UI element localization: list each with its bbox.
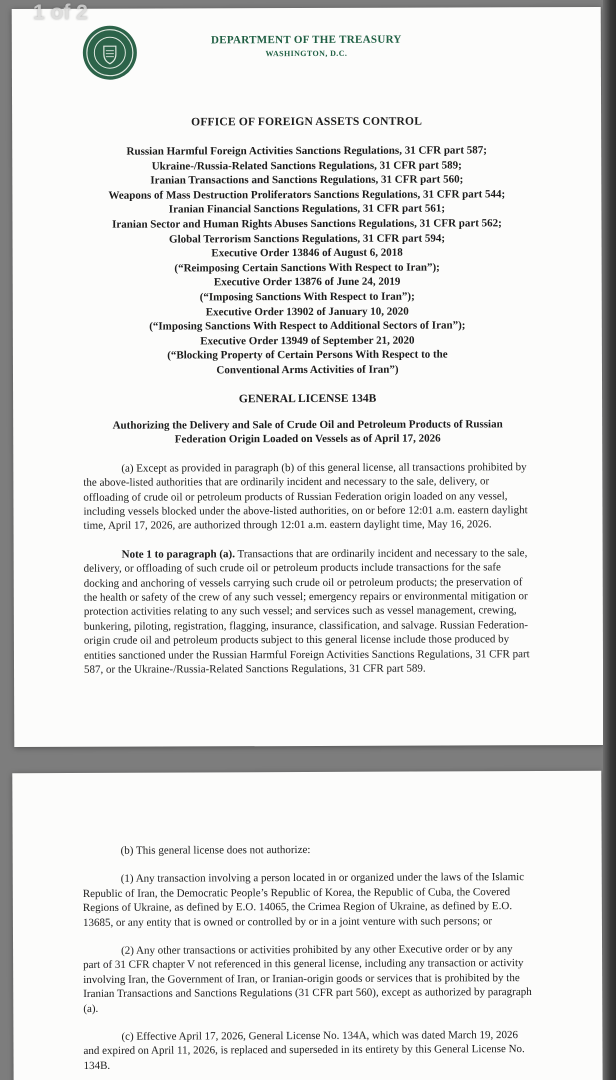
paragraph-b2: (2) Any other transactions or activities prohibited by any other Executive order or by any part of 31 CFR chapter V not referenced in this general license, including any transaction or activity involving Iran, the Government of Iran, or Iranian-origin goods or services that is prohibited by the Iranian Transactions and Sanctions Regulations (31 CFR part 560), except as authorized by paragraph (a). (83, 943, 532, 1015)
paragraph-a: (a) Except as provided in paragraph (b) of this general license, all transactions prohibited by the above-listed authorities that are ordinarily incident and necessary to the sale, delivery, or offloading of crude oil or petroleum products of Russian Federation origin loaded on any vessel, including vessels blocked under the above-listed authorities, on or before 12:01 a.m. eastern daylight time, April 17, 2026, are authorized through 12:01 a.m. eastern daylight time, May 16, 2026. (83, 460, 528, 533)
paragraph-c: (c) Effective April 17, 2026, General License No. 134A, which was dated March 19, 2026 and expired on April 11, 2026, is replaced and superseded in its entirety by this General License No. 134B. (83, 1029, 525, 1072)
note-1-text: Transactions that are ordinarily incident and necessary to the sale, delivery, or offloading of such crude oil or petroleum products include transactions for the safe docking and anchoring of vessels carrying such crude oil or petroleum products; the preservation of the health or safety of the crew of any such vessel; emergency repairs or environmental mitigation or protection activities relating to any such vessel; and services such as vessel management, crewing, bunkering, piloting, registration, flagging, insurance, classification, and salvage. Russian Federation-origin crude oil and petroleum products subject to this general license include those produced by entities sanctioned under the Russian Harmful Foreign Activities Sanctions Regulations, 31 CFR part 587, or the Ukraine-/Russia-Related Sanctions Regulations, 31 CFR part 589. (83, 546, 530, 676)
authority-line: Russian Harmful Foreign Activities Sanctions Regulations, 31 CFR part 587; (126, 144, 487, 158)
authority-line: Executive Order 13876 of June 24, 2019 (213, 276, 401, 289)
paragraph-b: (b) This general license does not authorize: (120, 843, 311, 857)
treasury-seal-icon (82, 25, 138, 81)
authority-line: Iranian Financial Sanctions Regulations, 31 CFR part 561; (168, 202, 446, 216)
authority-list (82, 143, 532, 378)
authority-line: Iranian Sector and Human Rights Abuses Sanctions Regulations, 31 CFR part 562; (112, 217, 502, 231)
note-1-label: Note 1 to paragraph (a). (121, 547, 235, 561)
paragraph-b1: (1) Any transaction involving a person located in or organized under the laws of the Islamic Republic of Iran, the Democratic People’s Republic of Korea, the Republic of Cuba, the Covered Regions of Ukraine, as defined by E.O. 14065, the Crimea Region of Ukraine, as defined by E.O. 13685, or any entity that is owned or controlled by or in a joint venture with such persons; or (82, 871, 525, 929)
authority-line: Conventional Arms Activities of Iran”) (216, 363, 399, 377)
note-1-paragraph (84, 546, 533, 677)
authority-line: (“Imposing Sanctions With Respect to Iran”); (199, 290, 415, 304)
authority-line: Iranian Transactions and Sanctions Regulations, 31 CFR part 560; (150, 173, 464, 187)
license-title: GENERAL LICENSE 134B (238, 392, 377, 405)
authority-line: Executive Order 13902 of January 10, 2020 (205, 305, 409, 318)
page-indicator: 1 of 2 (33, 1, 88, 24)
authority-line: Executive Order 13846 of August 6, 2018 (211, 246, 403, 260)
authority-line: Ukraine-/Russia-Related Sanctions Regulations, 31 CFR part 589; (151, 159, 462, 173)
authority-line: (“Reimposing Certain Sanctions With Respect to Iran”); (174, 261, 440, 275)
document-page-2 (12, 771, 602, 1080)
authority-line: (“Imposing Sanctions With Respect to Additional Sectors of Iran”); (149, 319, 466, 333)
document-page-1 (12, 7, 604, 747)
agency-location: WASHINGTON, D.C. (265, 48, 348, 59)
agency-header (82, 23, 531, 59)
authority-line: Weapons of Mass Destruction Proliferators Sanctions Regulations, 31 CFR part 544; (108, 188, 506, 202)
authority-line: Global Terrorism Sanctions Regulations, 31 CFR part 594; (168, 232, 446, 246)
license-subject: Authorizing the Delivery and Sale of Crude Oil and Petroleum Products of Russian Federation Origin Loaded on Vessels as of April 17, 2026 (112, 417, 503, 446)
photo-right-edge (603, 0, 616, 1080)
office-title: OFFICE OF FOREIGN ASSETS CONTROL (191, 115, 423, 129)
authority-line: Executive Order 13949 of September 21, 2020 (200, 334, 415, 348)
authority-line: (“Blocking Property of Certain Persons With Respect to the (167, 348, 448, 362)
agency-name: DEPARTMENT OF THE TREASURY (210, 33, 402, 47)
letterhead (82, 7, 531, 101)
